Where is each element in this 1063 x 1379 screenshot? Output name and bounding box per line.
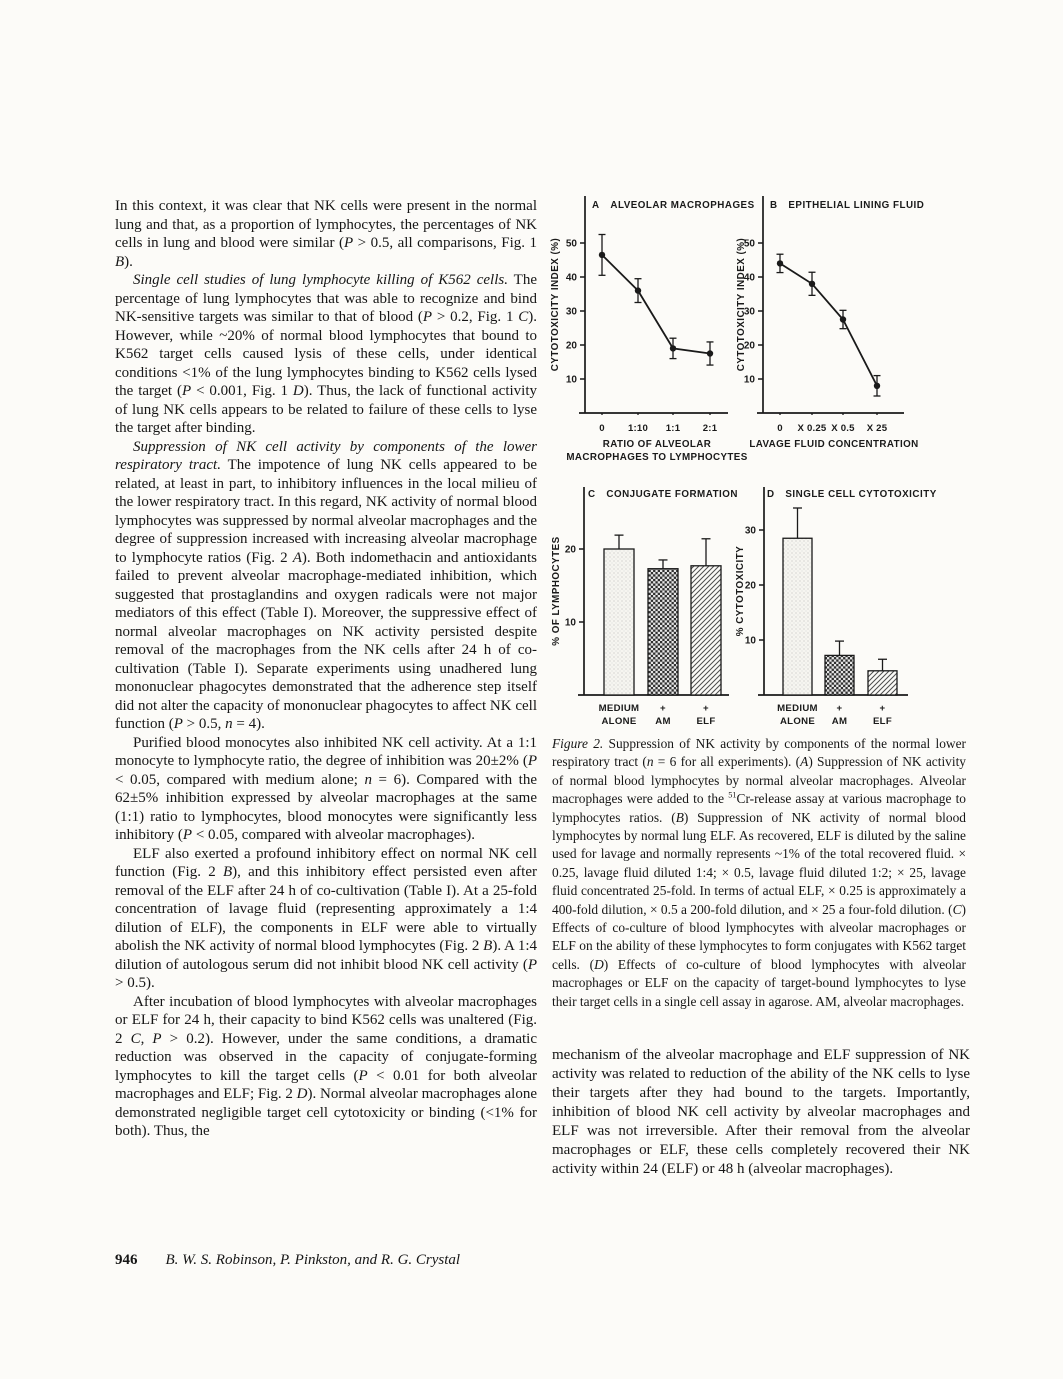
body-paragraph: ELF also exerted a profound inhibitory effect on normal NK cell function (Fig. 2 B), and this inhibitory effect persisted even after removal of the ELF after 24 h of co-cultivation (Table I). At a 25-fold concentration of lavage fluid (representing approximately a 1:4 dilution of ELF), the components in ELF were able to virtually abolish the NK activity of normal blood lymphocytes (Fig. 2 B). A 1:4 dilution of autologous serum did not inhibit blood NK cell activity (P > 0.5). [115,845,537,991]
svg-text:AM: AM [655,716,671,727]
svg-text:0: 0 [599,423,605,434]
svg-text:MEDIUM: MEDIUM [598,703,640,714]
svg-text:50: 50 [565,238,577,250]
svg-text:ALONE: ALONE [601,716,637,727]
footer-authors: B. W. S. Robinson, P. Pinkston, and R. G. Crystal [165,1252,461,1268]
svg-text:MEDIUM: MEDIUM [777,703,818,714]
svg-text:MACROPHAGES TO LYMPHOCYTES: MACROPHAGES TO LYMPHOCYTES [566,452,748,463]
body-paragraph: mechanism of the alveolar macrophage and ELF suppression of NK activity was related to reduction of the ability of the NK cells to lyse their targets after they had bound to the targets. Importantly, inhibition of blood NK cell activity by alveolar macrophages and ELF was not irreversible. After their removal from the alveolar macrophages or ELF, these cells completely recovered their NK activity within 24 (ELF) or 48 h (alveolar macrophages). [552,1047,970,1177]
body-paragraph: Single cell studies of lung lymphocyte killing of K562 cells. The percentage of lung lymphocytes that was able to recognize and bind NK-sensitive targets was similar to that of blood (P > 0.2, Fig. 1 C). However, while ~20% of normal blood lymphocytes that bound to K562 target cells caused lysis of these cells, under identical conditions <1% of the lung lymphocytes binding to K562 cells lysed the target (P < 0.001, Fig. 1 D). Thus, the lack of functional activity of lung NK cells appears to be related to failure of these cells to lyse the target after binding. [115,272,537,436]
svg-text:LAVAGE FLUID CONCENTRATION: LAVAGE FLUID CONCENTRATION [749,439,919,450]
svg-text:C CONJUGATE FORMATION: C CONJUGATE FORMATION [588,489,738,500]
svg-text:1:1: 1:1 [665,423,681,434]
figure2-panel-b-chart [735,188,961,478]
body-paragraph: Suppression of NK cell activity by components of the lower respiratory tract. The impotence of lung NK cells appeared to be related, at least in part, to inhibitory influences in the local milieu of the lower respiratory tract. In this regard, NK activity of normal blood lymphocytes was suppressed by normal alveolar macrophages and the degree of suppression increased with increasing alveolar macrophage to lymphocyte ratios (Fig. 2 A). Both indomethacin and antioxidants failed to prevent alveolar macrophage-mediated inhibition, which suggested that prostaglandins and oxygen radicals were not major mediators of this effect (Table I). Moreover, the suppressive effect of normal alveolar macrophages on NK activity persisted despite removal of the macrophages from the NK cells after 24 h of co-cultivation (Table I). Separate experiments using unadhered lung mononuclear phagocytes demonstrated that the adherence step itself did not alter the capacity of mononuclear phagocytes to affect NK cell function (P > 0.5, n = 4). [115,438,537,732]
figure2-caption: Figure 2. Suppression of NK activity by components of the normal lower respiratory tract (n = 6 for all experiments). (A) Suppression of NK activity of normal blood lymphocytes by normal alveolar macrophages. Alveolar macrophages were added to the $^{51}$Cr-release assay at various macrophage to lymphocytes ratios. (B) Suppression of NK activity of normal blood lymphocytes by normal lung ELF. As recovered, ELF is diluted by the saline used for lavage and normally represents ~1% of the total recovered fluid. × 0.25, lavage fluid diluted 1:4; × 0.5, lavage fluid diluted 1:2; × 25, lavage fluid concentrated 25-fold. In terms of actual ELF, × 0.25 is approximately a 400-fold dilution, × 0.5 a 200-fold dilution, and × 25 a four-fold dilution. (C) Effects of co-culture of blood lymphocytes with alveolar macrophages or ELF on the ability of these lymphocytes to form conjugates with K562 target cells. (D) Effects of co-culture of blood lymphocytes with alveolar macrophages or ELF on the capacity of target-bound lymphocytes to lyse their target cells in a single cell assay in agarose. AM, alveolar macrophages. [552,736,966,1009]
figure2 [545,188,975,736]
body-paragraph: After incubation of blood lymphocytes with alveolar macrophages or ELF for 24 h, their capacity to bind K562 cells was unaltered (Fig. 2 C, P > 0.2). However, under the same conditions, a dramatic reduction was observed in the capacity of conjugate-forming lymphocytes to kill the target cells (P < 0.01 for both alveolar macrophages and ELF; Fig. 2 D). Normal alveolar macrophages alone demonstrated negligible target cell cytotoxicity or binding (<1% for both). Thus, the [115,993,537,1139]
body-paragraph: In this context, it was clear that NK cells were present in the normal lung and that, as a proportion of lymphocytes, the percentages of NK cells in lung and blood were similar (P > 0.5, all comparisons, Fig. 1 B). [115,198,537,270]
page-number: 946 [115,1252,138,1268]
svg-text:30: 30 [743,306,755,318]
svg-text:30: 30 [744,525,756,537]
svg-text:CYTOTOXICITY INDEX (%): CYTOTOXICITY INDEX (%) [736,237,747,372]
svg-text:X 25: X 25 [866,423,888,434]
svg-text:40: 40 [743,272,755,284]
svg-text:ELF: ELF [696,716,716,727]
svg-text:X 0.25: X 0.25 [797,423,827,434]
svg-text:+: + [703,703,709,714]
svg-text:X 0.5: X 0.5 [831,423,855,434]
svg-text:20: 20 [565,340,577,352]
svg-text:+: + [660,703,666,714]
svg-text:+: + [836,703,843,714]
figure2-panel-c-chart [545,480,745,738]
svg-text:% OF LYMPHOCYTES: % OF LYMPHOCYTES [551,536,562,646]
body-paragraph: Purified blood monocytes also inhibited NK cell activity. At a 1:1 monocyte to lymphocyte ratio, the degree of inhibition was 20±2% (P < 0.05, compared with medium alone; n = 6). Compared with the 62±5% inhibition expressed by alveolar macrophages at the same (1:1) ratio to lymphocytes, blood monocytes were significantly less inhibitory (P < 0.05, compared with alveolar macrophages). [115,734,537,843]
figure2-panel-d-chart [735,480,961,738]
svg-text:10: 10 [565,374,577,386]
svg-text:% CYTOTOXICITY: % CYTOTOXICITY [735,545,746,637]
svg-text:AM: AM [831,716,848,727]
page-footer [115,1252,715,1269]
svg-text:10: 10 [564,617,576,629]
svg-text:0: 0 [777,423,783,434]
svg-text:1:10: 1:10 [627,423,649,434]
right-text-column [552,1046,970,1179]
svg-text:20: 20 [564,544,576,556]
svg-text:10: 10 [743,374,755,386]
svg-text:B EPITHELIAL LINING FLUID: B EPITHELIAL LINING FLUID [770,200,925,211]
svg-text:10: 10 [744,635,756,647]
svg-text:20: 20 [743,340,755,352]
svg-text:40: 40 [565,272,577,284]
svg-text:ELF: ELF [872,716,893,727]
svg-text:+: + [879,703,886,714]
svg-text:CYTOTOXICITY INDEX (%): CYTOTOXICITY INDEX (%) [550,237,561,372]
left-text-column [115,197,537,1141]
svg-text:50: 50 [743,238,755,250]
svg-text:A ALVEOLAR MACROPHAGES: A ALVEOLAR MACROPHAGES [592,200,755,211]
svg-text:2:1: 2:1 [702,423,718,434]
figure2-panel-a-chart [545,188,760,478]
svg-text:30: 30 [565,306,577,318]
svg-text:RATIO OF ALVEOLAR: RATIO OF ALVEOLAR [602,439,712,450]
svg-text:D SINGLE CELL CYTOTOXICITY: D SINGLE CELL CYTOTOXICITY [767,489,937,500]
svg-text:ALONE: ALONE [779,716,816,727]
svg-text:20: 20 [744,580,756,592]
